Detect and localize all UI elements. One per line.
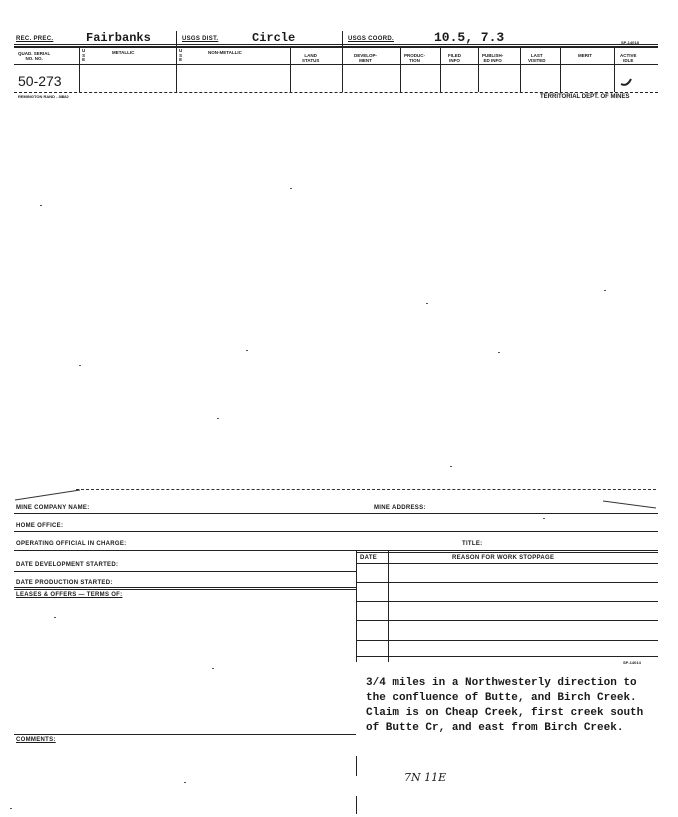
note-line-4: of Butte Cr, and east from Birch Creek. — [366, 722, 624, 734]
dist-value: Circle — [252, 31, 296, 45]
scan-speck — [212, 668, 214, 669]
col-merit: MERIT — [578, 53, 592, 58]
scan-speck — [290, 188, 292, 189]
margin-mark — [356, 796, 357, 814]
form-number: SP-14018 — [621, 40, 639, 45]
col-quad-serial: QUAD. SERIAL NO. NO. — [18, 51, 51, 61]
col-published-info: PUBLISH- ED INFO — [482, 53, 504, 63]
scan-speck — [79, 365, 81, 366]
operating-official-label: OPERATING OFFICIAL IN CHARGE: — [16, 541, 127, 547]
col-production: PRODUC- TION — [404, 53, 425, 63]
col-development: DEVELOP- MENT — [354, 53, 378, 63]
quad-serial-value: 50-273 — [18, 73, 62, 89]
prod-started-label: DATE PRODUCTION STARTED: — [16, 580, 113, 586]
rec-prec-value: Fairbanks — [86, 31, 151, 45]
reason-col-label: REASON FOR WORK STOPPAGE — [452, 555, 555, 561]
comments-label: COMMENTS: — [16, 737, 56, 743]
mine-address-label: MINE ADDRESS: — [374, 505, 426, 511]
form-corner-stroke — [14, 488, 84, 502]
scan-speck — [426, 303, 428, 304]
form-corner-stroke — [602, 500, 658, 510]
col-divider — [478, 47, 479, 92]
date-col-label: DATE — [360, 555, 378, 561]
form-rule — [14, 531, 658, 532]
col-last-visited: LAST VISITED — [528, 53, 546, 63]
table-row-rule — [356, 601, 658, 602]
form-number-2: SP-14014 — [623, 660, 641, 665]
header-mid-rule — [14, 64, 658, 65]
col-non-metallic: NON-METALLIC — [208, 50, 242, 55]
col-divider — [520, 47, 521, 92]
margin-mark — [356, 756, 357, 776]
leases-label: LEASES & OFFERS — TERMS OF: — [16, 592, 123, 598]
form-rule — [14, 734, 356, 735]
department-label: TERRITORIAL DEPT. OF MINES — [540, 94, 630, 100]
header-bottom-rule — [14, 92, 658, 93]
col-use-1: U S E — [82, 48, 86, 62]
header-top-rule-2 — [14, 46, 658, 48]
col-divider — [342, 31, 343, 92]
col-use-2: U S E — [179, 48, 183, 62]
scan-speck — [54, 617, 56, 618]
dev-started-label: DATE DEVELOPMENT STARTED: — [16, 562, 119, 568]
checkmark-icon — [620, 77, 634, 87]
table-row-rule — [356, 640, 658, 641]
scan-speck — [184, 782, 186, 783]
form-rule — [14, 587, 356, 588]
col-divider — [79, 47, 80, 92]
company-name-label: MINE COMPANY NAME: — [16, 505, 90, 511]
coord-value: 10.5, 7.3 — [434, 30, 505, 45]
table-row-rule — [356, 582, 658, 583]
form-rule — [14, 550, 658, 551]
col-divider — [560, 47, 561, 92]
col-divider — [440, 47, 441, 92]
note-line-1: 3/4 miles in a Northwesterly direction to — [366, 677, 637, 689]
rec-prec-label: REC. PREC. — [16, 36, 54, 42]
title-label: TITLE: — [462, 541, 483, 547]
col-filed-info: FILED INFO — [448, 53, 461, 63]
scan-speck — [604, 290, 606, 291]
printer-label: REMINGTON RAND - 80 — [18, 94, 64, 99]
form-rule — [14, 513, 658, 514]
scan-speck — [10, 808, 12, 809]
table-row-rule — [356, 656, 658, 657]
col-divider — [614, 47, 615, 92]
coord-label: USGS COORD. — [348, 36, 394, 42]
col-divider — [400, 47, 401, 92]
table-divider — [388, 550, 389, 662]
table-row-rule — [356, 563, 658, 564]
scan-speck — [246, 350, 248, 351]
handwritten-note: 7N 11E — [404, 771, 447, 784]
table-divider — [356, 550, 357, 662]
table-row-rule — [356, 620, 658, 621]
col-divider — [176, 31, 177, 92]
scan-speck — [450, 466, 452, 467]
scan-speck — [40, 205, 42, 206]
form-rule — [356, 552, 658, 553]
col-active-idle: ACTIVE IDLE — [620, 53, 637, 63]
scan-speck — [543, 518, 545, 519]
col-metallic: METALLIC — [112, 50, 135, 55]
form-rule — [14, 589, 356, 590]
printer-code: 882 — [62, 94, 69, 99]
note-line-2: the confluence of Butte, and Birch Creek. — [366, 692, 637, 704]
note-line-3: Claim is on Cheap Creek, first creek south — [366, 707, 644, 719]
scan-speck — [498, 352, 500, 353]
dist-label: USGS DIST. — [182, 36, 219, 42]
col-land-status: LAND STATUS — [302, 53, 320, 63]
scan-speck — [217, 418, 219, 419]
form-top-dashed-rule — [76, 489, 656, 490]
home-office-label: HOME OFFICE: — [16, 523, 64, 529]
col-divider — [290, 47, 291, 92]
form-rule — [14, 571, 356, 572]
